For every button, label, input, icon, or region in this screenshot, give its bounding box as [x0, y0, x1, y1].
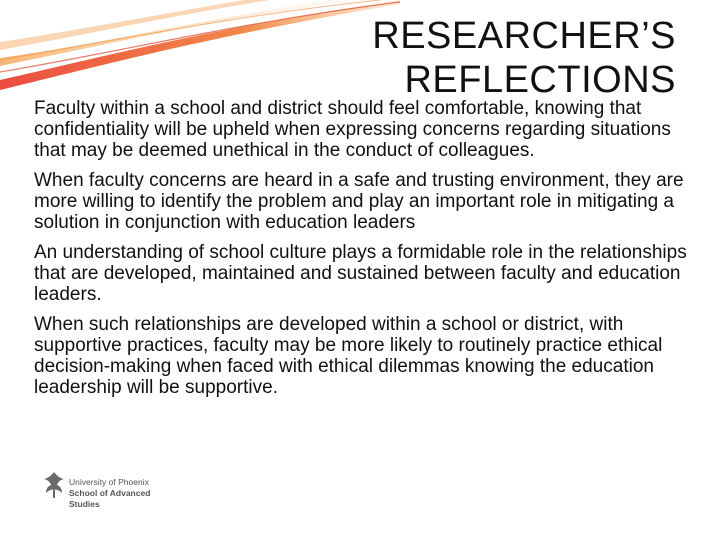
body-paragraph-2: When faculty concerns are heard in a safe and trusting environment, they are more willing to identify the problem and play an important role in mitigating a solution in conjunction with education leaders [34, 170, 684, 233]
slide-title-line-1: RESEARCHER’S [372, 15, 676, 57]
body-paragraph-1: Faculty within a school and district should feel comfortable, knowing that confidentiality will be upheld when expressing concerns regarding situations that may be deemed unethical in the conduct of colleagues. [34, 98, 671, 161]
university-logo [42, 468, 172, 514]
phoenix-logo-icon [42, 470, 66, 500]
logo-line-1: University of Phoenix [69, 477, 149, 487]
decorative-swoosh [0, 0, 400, 90]
slide-body [34, 98, 694, 407]
slide-title-line-2: REFLECTIONS [404, 59, 676, 101]
body-paragraph-3: An understanding of school culture plays a formidable role in the relationships that are developed, maintained and sustained between faculty and education leaders. [34, 242, 687, 305]
body-paragraph-4: When such relationships are developed within a school or district, with supportive practices, faculty may be more likely to routinely practice ethical decision-making when faced with ethical dilemmas knowing the education leadership will be supportive. [34, 314, 663, 398]
logo-line-2: School of Advanced [69, 488, 151, 498]
slide-title [372, 14, 676, 102]
logo-line-3: Studies [69, 499, 100, 509]
